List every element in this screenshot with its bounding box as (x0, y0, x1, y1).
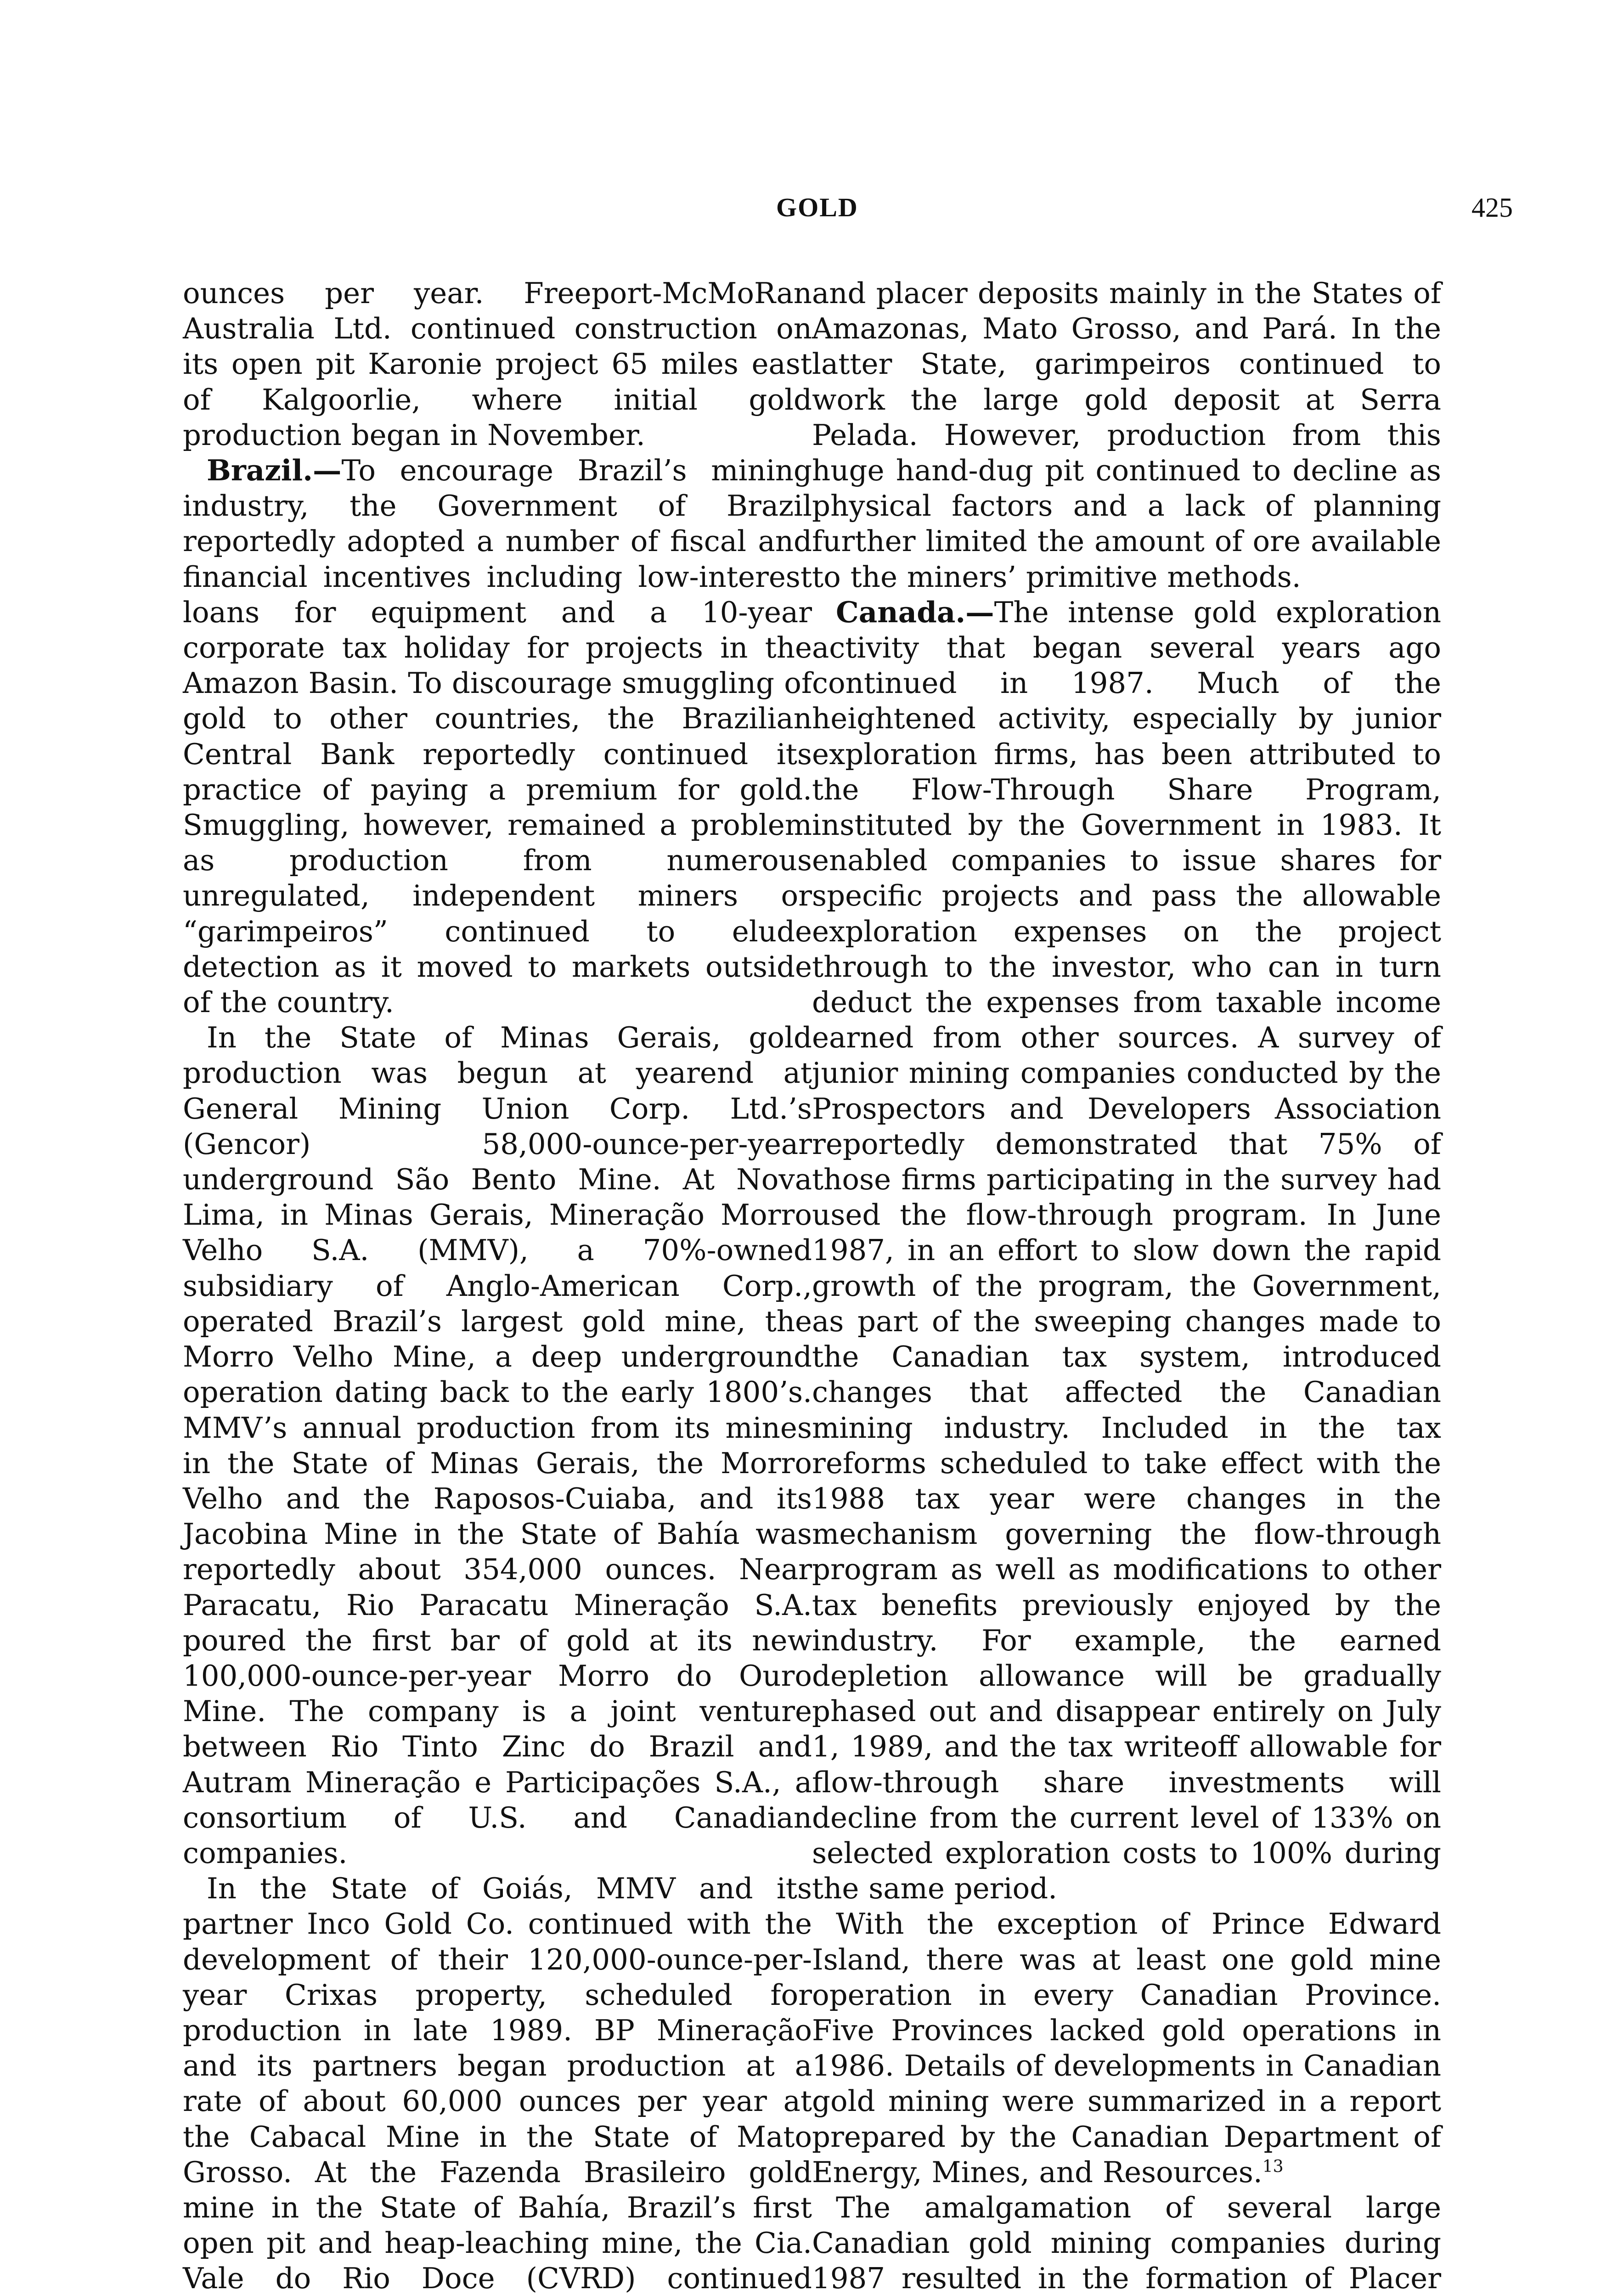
paragraph-prince-edward-text: With the exception of Prince Edward Island, there was at least one gold mine operation in every Canadian Province. Five Provinces lacked gold operations in 1986. Details of developments in Canadian gold mining were summarized in a report prepared by the Canadian Department of Energy, Mines, and Resources. (812, 1907, 1441, 2189)
paragraph-freeport: ounces per year. Freeport-McMoRan Australia Ltd. continued construction on its open pit Karonie project 65 miles east of Kalgoorlie, where initial gold production began in November. (183, 276, 812, 452)
paragraph-brazil-text: To encourage Brazil’s mining industry, the Government of Brazil reportedly adopted a number of fiscal and financial incentives including low-interest loans for equipment and a 10-year corporate tax holiday for projects in the Amazon Basin. To discourage smuggling of gold to other countries, the Brazilian Central Bank reportedly continued its practice of paying a premium for gold. Smuggling, however, remained a problem as production from numerous unregulated, independent miners or “garimpeiros” continued to elude detection as it moved to markets outside of the country. (183, 454, 812, 1019)
paragraph-amalgamation: The amalgamation of several large Canadian gold mining companies during 1987 resulted in the formation of Placer (812, 2190, 1441, 2296)
section-lead-canada: Canada.— (836, 595, 994, 629)
paragraph-placer-deposits: and placer deposits mainly in the States of Amazonas, Mato Grosso, and Pará. In the latter State, garimpeiros continued to work the large gold deposit at Serra Pelada. However, production from this huge hand-dug pit continued to decline as physical factors and a lack of planning further limited the amount of ore available to the miners’ primitive methods. (812, 276, 1441, 594)
paragraph-minas-gerais: In the State of Minas Gerais, gold production was begun at yearend at General Mining Union Corp. Ltd.’s (Gencor) 58,000-ounce-per-year underground São Bento Mine. At Nova Lima, in Minas Gerais, Mineração Morro Velho S.A. (MMV), a 70%-owned subsidiary of Anglo-American Corp., operated Brazil’s largest gold mine, the Morro Velho Mine, a deep underground operation dating back to the early 1800’s. MMV’s annual production from its mines in the State of Minas Gerais, the Morro Velho and the Raposos-Cuiaba, and its Jacobina Mine in the State of Bahía was reportedly about 354,000 ounces. Near Paracatu, Rio Paracatu Mineração S.A. poured the first bar of gold at its new 100,000-ounce-per-year Morro do Ouro Mine. The company is a joint venture between Rio Tinto Zinc do Brazil and Autram Mineração e Participações S.A., a consortium of U.S. and Canadian companies. (183, 1021, 812, 1870)
paragraph-goias: In the State of Goiás, MMV and its partner Inco Gold Co. continued with the development of their 120,000-ounce-per-year Crixas property, scheduled for production in late 1989. BP Mineração and its partners began production at a rate of about 60,000 ounces per year at the Cabacal Mine in the State of Mato Grosso. At the Fazenda Brasileiro gold mine in the State of Bahía, Brazil’s first open pit and heap-leaching mine, the Cia. Vale do Rio Doce (CVRD) continued (183, 1872, 812, 2296)
paragraph-canada-text: The intense gold exploration activity that began several years ago continued in 1987. Much of the heightened activity, especially by junior exploration firms, has been attributed to the Flow-Through Share Program, instituted by the Government in 1983. It enabled companies to issue shares for specific projects and pass the allowable exploration expenses on the project through to the investor, who can in turn deduct the expenses from taxable income earned from other sources. A survey of junior mining companies conducted by the Prospectors and Developers Association reportedly demonstrated that 75% of those firms participating in the survey had used the flow-through program. In June 1987, in an effort to slow down the rapid growth of the program, the Government, as part of the sweeping changes made to the Canadian tax system, introduced changes that affected the Canadian mining industry. Included in the tax reforms scheduled to take effect with the 1988 tax year were changes in the mechanism governing the flow-through program as well as modifications to other tax benefits previously enjoyed by the industry. For example, the earned depletion allowance will be gradually phased out and disappear entirely on July 1, 1989, and the tax writeoff allowable for flow-through share investments will decline from the current level of 133% on selected exploration costs to 100% during the same period. (812, 595, 1441, 1906)
page-number: 425 (1471, 192, 1513, 223)
paragraph-prince-edward (812, 1906, 1441, 2190)
paragraph-brazil (183, 453, 812, 1020)
footnote-marker: 13 (1262, 2157, 1284, 2176)
running-head: GOLD (776, 192, 858, 222)
right-column (812, 276, 1441, 2296)
paragraph-canada (812, 595, 1441, 1907)
left-column (183, 276, 812, 2296)
section-lead-brazil: Brazil.— (207, 453, 342, 488)
